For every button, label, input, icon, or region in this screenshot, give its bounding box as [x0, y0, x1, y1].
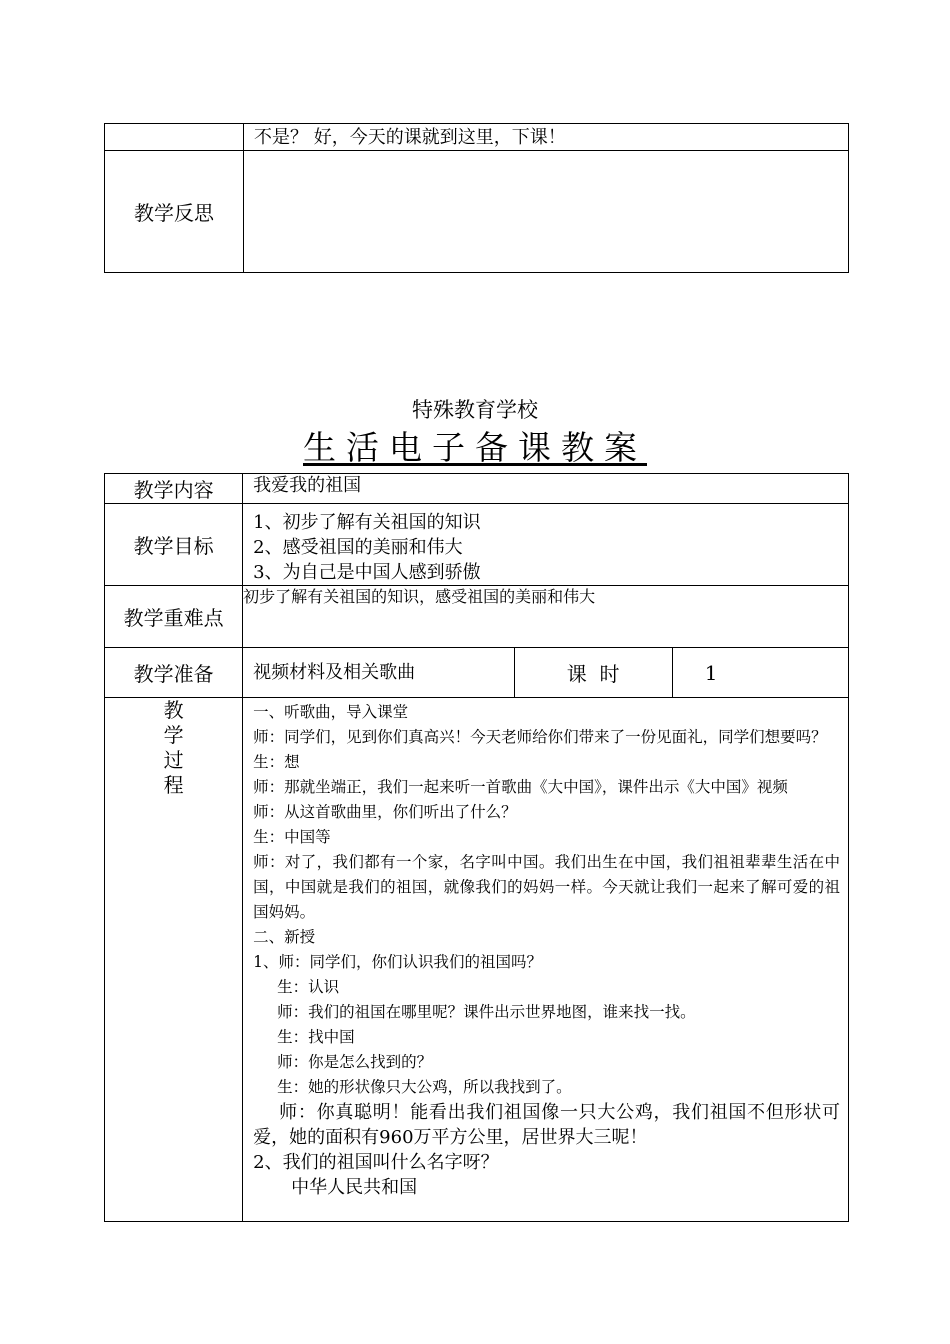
prep-value: 视频材料及相关歌曲: [243, 648, 514, 698]
process-label-char: 程: [163, 773, 184, 797]
process-line: 生：找中国: [277, 1028, 355, 1046]
process-line: 师：你真聪明！能看出我们祖国像一只大公鸡，我们祖国不但形状可爱，她的面积有960万平方公里，居世界大三呢！: [253, 1102, 840, 1148]
goals-label: 教学目标: [105, 504, 243, 586]
period-label: 课 时: [514, 648, 672, 698]
document-title-text: 生活电子备课教案: [303, 428, 647, 467]
goals-list: [243, 504, 849, 586]
process-line: 师：从这首歌曲里，你们听出了什么？: [253, 803, 517, 821]
process-label-char: 教: [163, 698, 184, 722]
content-label: 教学内容: [105, 474, 243, 504]
empty-label-cell: [105, 124, 244, 151]
process-line: 师：那就坐端正，我们一起来听一首歌曲《大中国》，课件出示《大中国》视频: [253, 778, 788, 796]
reflection-field[interactable]: [244, 151, 849, 273]
process-label-char: 学: [163, 723, 184, 747]
process-line: 2、我们的祖国叫什么名字呀？: [253, 1152, 499, 1173]
keypoints-value: 初步了解有关祖国的知识，感受祖国的美丽和伟大: [243, 586, 849, 648]
keypoints-label: 教学重难点: [105, 586, 243, 648]
reflection-label: 教学反思: [105, 151, 244, 273]
goal-item: 2、感受祖国的美丽和伟大: [253, 537, 463, 558]
process-line: 师：同学们，见到你们真高兴！今天老师给你们带来了一份见面礼，同学们想要吗？: [253, 728, 827, 746]
process-line: 生：想: [253, 753, 300, 771]
continuation-text: 不是？ 好，今天的课就到这里，下课！: [244, 124, 849, 151]
process-body: [243, 698, 849, 1222]
process-line: 生：她的形状像只大公鸡，所以我找到了。: [277, 1078, 572, 1096]
process-label: [105, 698, 243, 1222]
goal-item: 3、为自己是中国人感到骄傲: [253, 562, 481, 583]
document-title: [0, 428, 950, 468]
process-line: 师：我们的祖国在哪里呢？课件出示世界地图，谁来找一找。: [277, 1003, 696, 1021]
content-value: 我爱我的祖国: [243, 474, 849, 504]
process-line: 师：对了，我们都有一个家，名字叫中国。我们出生在中国，我们祖祖辈辈生活在中国，中国就是我们的祖国，就像我们的妈妈一样。今天就让我们一起来了解可爱的祖国妈妈。: [253, 853, 840, 921]
lesson-plan-table: [104, 473, 849, 1222]
prep-label: 教学准备: [105, 648, 243, 698]
process-line: 一、听歌曲，导入课堂: [253, 703, 409, 721]
process-line: 生：认识: [277, 978, 340, 996]
process-line: 1、师：同学们，你们认识我们的祖国吗？: [253, 953, 543, 971]
school-name: 特殊教育学校: [412, 398, 538, 422]
goal-item: 1、初步了解有关祖国的知识: [253, 512, 481, 533]
period-value: 1: [672, 648, 848, 698]
process-label-char: 过: [163, 748, 184, 772]
reflection-table: [104, 123, 849, 273]
process-line: 师：你是怎么找到的？: [277, 1053, 433, 1071]
process-line: 生：中国等: [253, 828, 331, 846]
process-line: 二、新授: [253, 928, 316, 946]
process-line: 中华人民共和国: [291, 1177, 418, 1198]
